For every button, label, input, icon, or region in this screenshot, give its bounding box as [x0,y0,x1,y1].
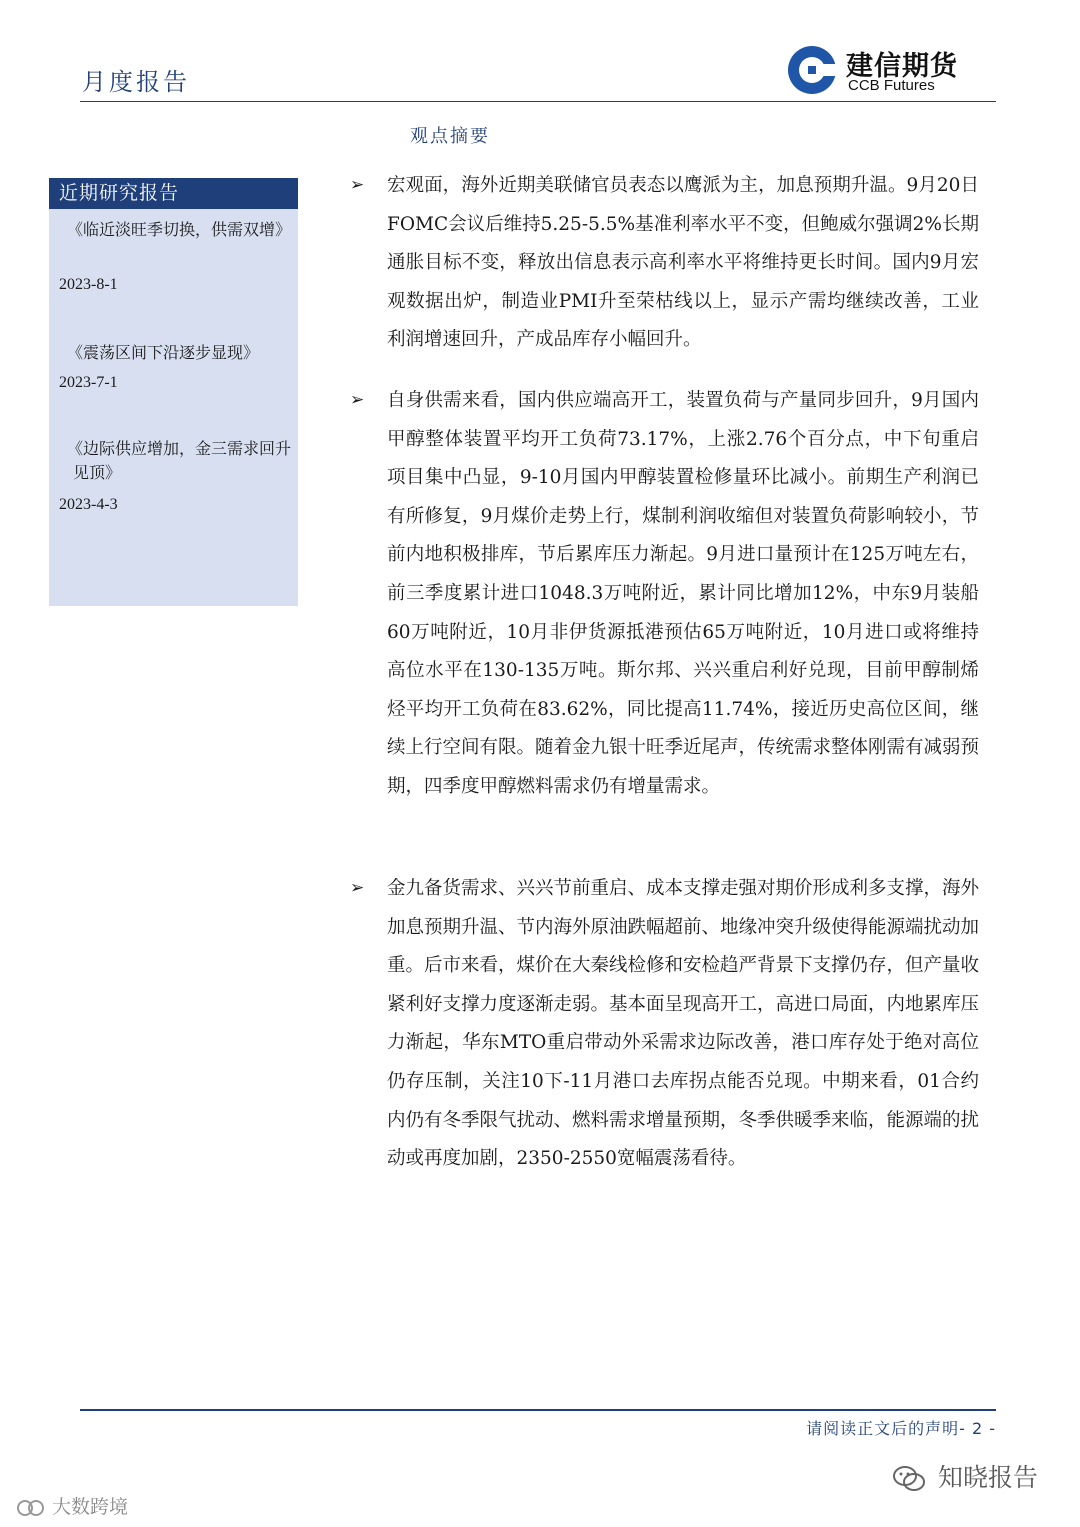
summary-heading: 观点摘要 [410,126,490,147]
watermark-right [892,1458,1038,1494]
bullet-arrow-icon: ➢ [350,390,365,410]
bullet-arrow-icon: ➢ [350,878,365,898]
ccb-logo-icon [786,44,840,96]
recent-report-date: 2023-8-1 [59,276,118,293]
watermark-left-text: 大数跨境 [52,1496,129,1518]
recent-report-date: 2023-4-3 [59,496,118,513]
sidebar-heading: 近期研究报告 [49,178,298,209]
summary-point-text: 自身供需来看，国内供应端高开工，装置负荷与产量同步回升，9月国内甲醇整体装置平均开工负荷73.17%，上涨2.76个百分点，中下旬重启项目集中凸显，9-10月国内甲醇装置检修量环比减小。前期生产利润已有所修复，9月煤价走势上行，煤制利润收缩但对装置负荷影响较小，节前内地积极排库，节后累库压力渐起。9月进口量预计在125万吨左右，前三季度累计进口1048.3万吨附近，累计同比增加12%，中东9月装船60万吨附近，10月非伊货源抵港预估65万吨附近，10月进口或将维持高位水平在130-135万吨。斯尔邦、兴兴重启利好兑现，目前甲醇制烯烃平均开工负荷在83.62%，同比提高11.74%，接近历史高位区间，继续上行空间有限。随着金九银十旺季近尾声，传统需求整体刚需有减弱预期，四季度甲醇燃料需求仍有增量需求。 [387,390,980,797]
footer-divider [80,1409,996,1411]
logo-chinese-name: 建信期货 [846,51,958,82]
recent-report-2[interactable] [59,341,291,365]
recent-report-title[interactable]: 《边际供应增加，金三需求回升见顶》 [67,439,292,482]
ccb-futures-logo [786,44,996,96]
summary-point-text: 金九备货需求、兴兴节前重启、成本支撑走强对期价形成利多支撑，海外加息预期升温、节内海外原油跌幅超前、地缘冲突升级使得能源端扰动加重。后市来看，煤价在大秦线检修和安检趋严背景下支撑仍存，但产量收紧利好支撑力度逐渐走弱。基本面呈现高开工，高进口局面，内地累库压力渐起，华东MTO重启带动外采需求边际改善，港口库存处于绝对高位仍存压制，关注10下-11月港口去库拐点能否兑现。中期来看，01合约内仍有冬季限气扰动、燃料需求增量预期，冬季供暖季来临，能源端的扰动或再度加剧，2350-2550宽幅震荡看待。 [387,878,980,1170]
recent-report-1[interactable] [59,218,291,242]
bullet-arrow-icon: ➢ [350,175,365,195]
header-divider [80,101,996,102]
watermark-right-text: 知晓报告 [937,1463,1038,1492]
wechat-icon [892,1465,926,1493]
report-type-title: 月度报告 [82,68,190,96]
watermark-logo-icon [16,1498,46,1518]
recent-reports-sidebar [49,178,298,606]
recent-report-title[interactable]: 《临近淡旺季切换，供需双增》 [67,220,292,239]
recent-report-3[interactable] [59,437,291,485]
summary-point-text: 宏观面，海外近期美联储官员表态以鹰派为主，加息预期升温。9月20日FOMC会议后维持5.25-5.5%基准利率水平不变，但鲍威尔强调2%长期通胀目标不变，释放出信息表示高利率水平将维持更长时间。国内9月宏观数据出炉，制造业PMI升至荣枯线以上，显示产需均继续改善，工业利润增速回升，产成品库存小幅回升。 [387,175,979,351]
watermark-left [16,1492,128,1519]
recent-report-title[interactable]: 《震荡区间下沿逐步显现》 [67,343,260,362]
recent-report-date: 2023-7-1 [59,374,118,391]
footer-disclaimer-page: 请阅读正文后的声明- 2 - [806,1419,996,1438]
logo-english-name: CCB Futures [848,77,935,94]
